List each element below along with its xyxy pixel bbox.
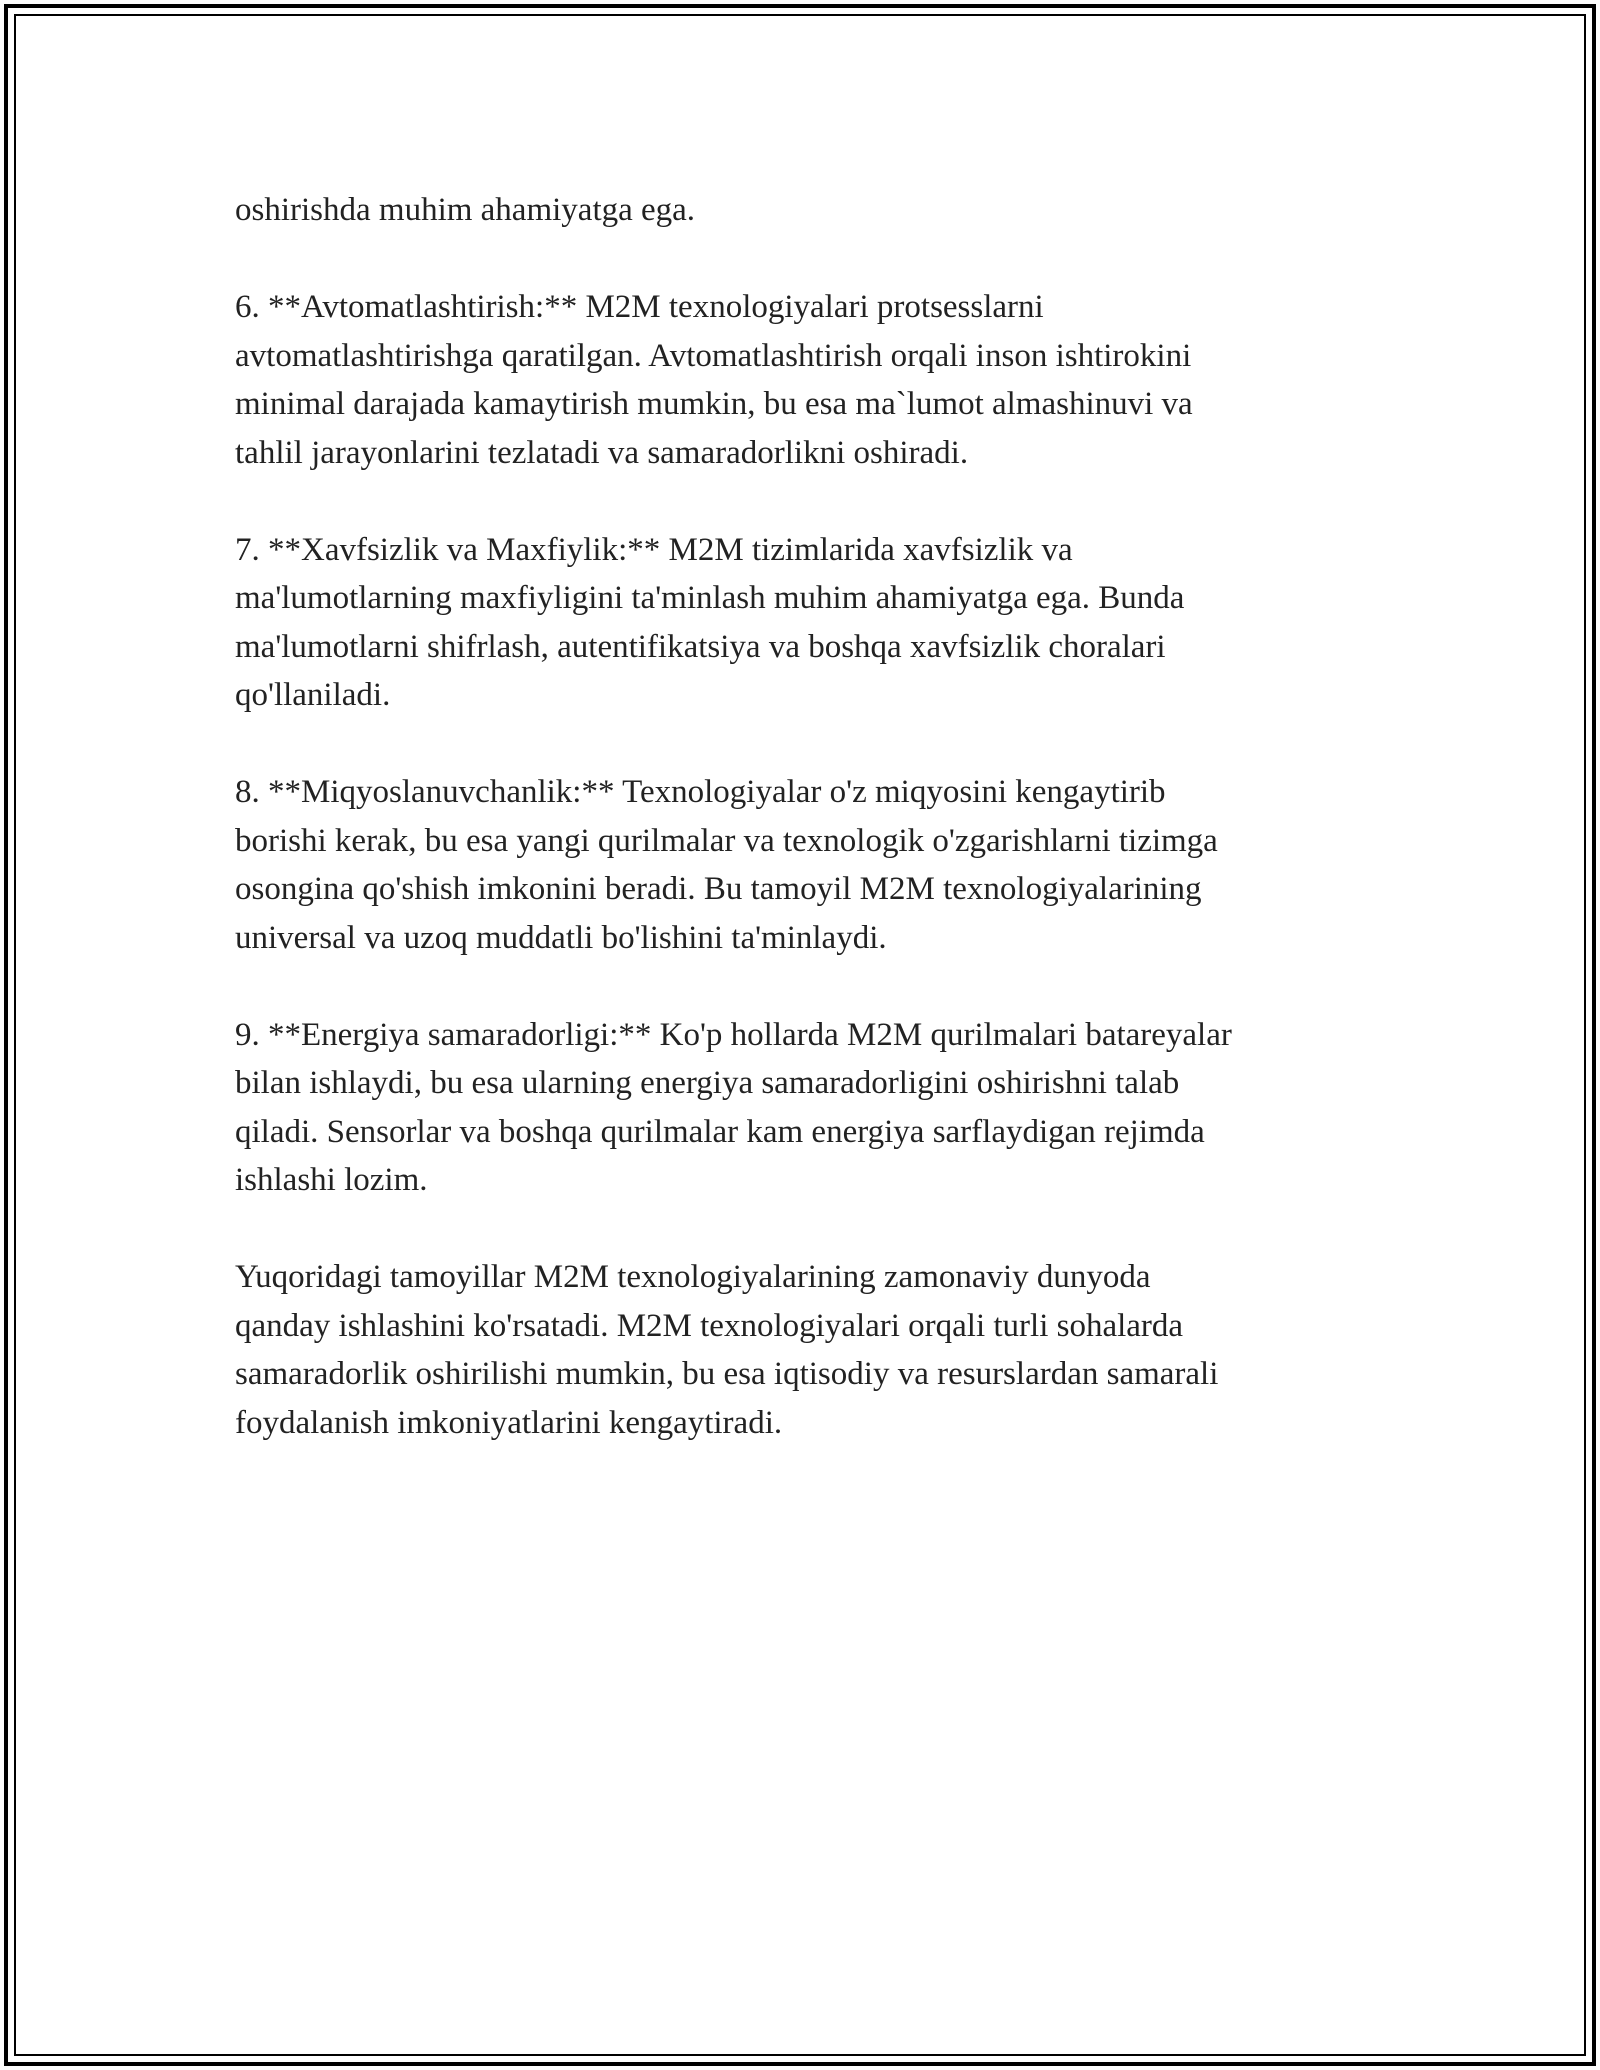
- text-line: Yuqoridagi tamoyillar M2M texnologiyalarining zamonaviy dunyoda: [235, 1259, 1151, 1295]
- text-line: universal va uzoq muddatli bo'lishini ta'minlaydi.: [235, 919, 887, 956]
- paragraph-conclusion: [235, 1253, 1375, 1447]
- text-line: ishlashi lozim.: [235, 1162, 428, 1198]
- text-line: 9. **Energiya samaradorligi:** Ko'p hollarda M2M qurilmalari batareyalar: [235, 1016, 1232, 1053]
- text-line: tahlil jarayonlarini tezlatadi va samaradorlikni oshiradi.: [235, 434, 969, 471]
- text-line: samaradorlik oshirilishi mumkin, bu esa iqtisodiy va resurslardan samarali: [235, 1356, 1219, 1392]
- text-line: 8. **Miqyoslanuvchanlik:** Texnologiyalar o'z miqyosini kengaytirib: [235, 774, 1166, 810]
- text-line: oshirishda muhim ahamiyatga ega.: [235, 192, 696, 228]
- text-line: qo'llaniladi.: [235, 677, 391, 713]
- text-line: qiladi. Sensorlar va boshqa qurilmalar kam energiya sarflaydigan rejimda: [235, 1113, 1205, 1150]
- text-line: osongina qo'shish imkonini beradi. Bu tamoyil M2M texnologiyalarining: [235, 871, 1202, 907]
- paragraph-item-8-scalability: [235, 768, 1375, 962]
- paragraph-item-9-energy: [235, 1011, 1375, 1205]
- text-line: 7. **Xavfsizlik va Maxfiylik:** M2M tizimlarida xavfsizlik va: [235, 531, 1073, 568]
- text-line: foydalanish imkoniyatlarini kengaytiradi.: [235, 1404, 783, 1441]
- text-line: borishi kerak, bu esa yangi qurilmalar va texnologik o'zgarishlarni tizimga: [235, 822, 1218, 859]
- text-line: avtomatlashtirishga qaratilgan. Avtomatlashtirish orqali inson ishtirokini: [235, 337, 1192, 374]
- text-line: qanday ishlashini ko'rsatadi. M2M texnologiyalari orqali turli sohalarda: [235, 1307, 1184, 1344]
- text-line: bilan ishlaydi, bu esa ularning energiya samaradorligini oshirishni talab: [235, 1065, 1180, 1101]
- document-body: [235, 186, 1375, 1447]
- text-line: minimal darajada kamaytirish mumkin, bu esa ma`lumot almashinuvi va: [235, 386, 1193, 422]
- paragraph-item-7-security: [235, 526, 1375, 720]
- text-line: 6. **Avtomatlashtirish:** M2M texnologiyalari protsesslarni: [235, 289, 1044, 325]
- paragraph-item-6-automation: [235, 283, 1375, 477]
- paragraph-continuation: [235, 186, 1375, 235]
- text-line: ma'lumotlarni shifrlash, autentifikatsiya va boshqa xavfsizlik choralari: [235, 628, 1166, 665]
- text-line: ma'lumotlarning maxfiyligini ta'minlash muhim ahamiyatga ega. Bunda: [235, 580, 1185, 616]
